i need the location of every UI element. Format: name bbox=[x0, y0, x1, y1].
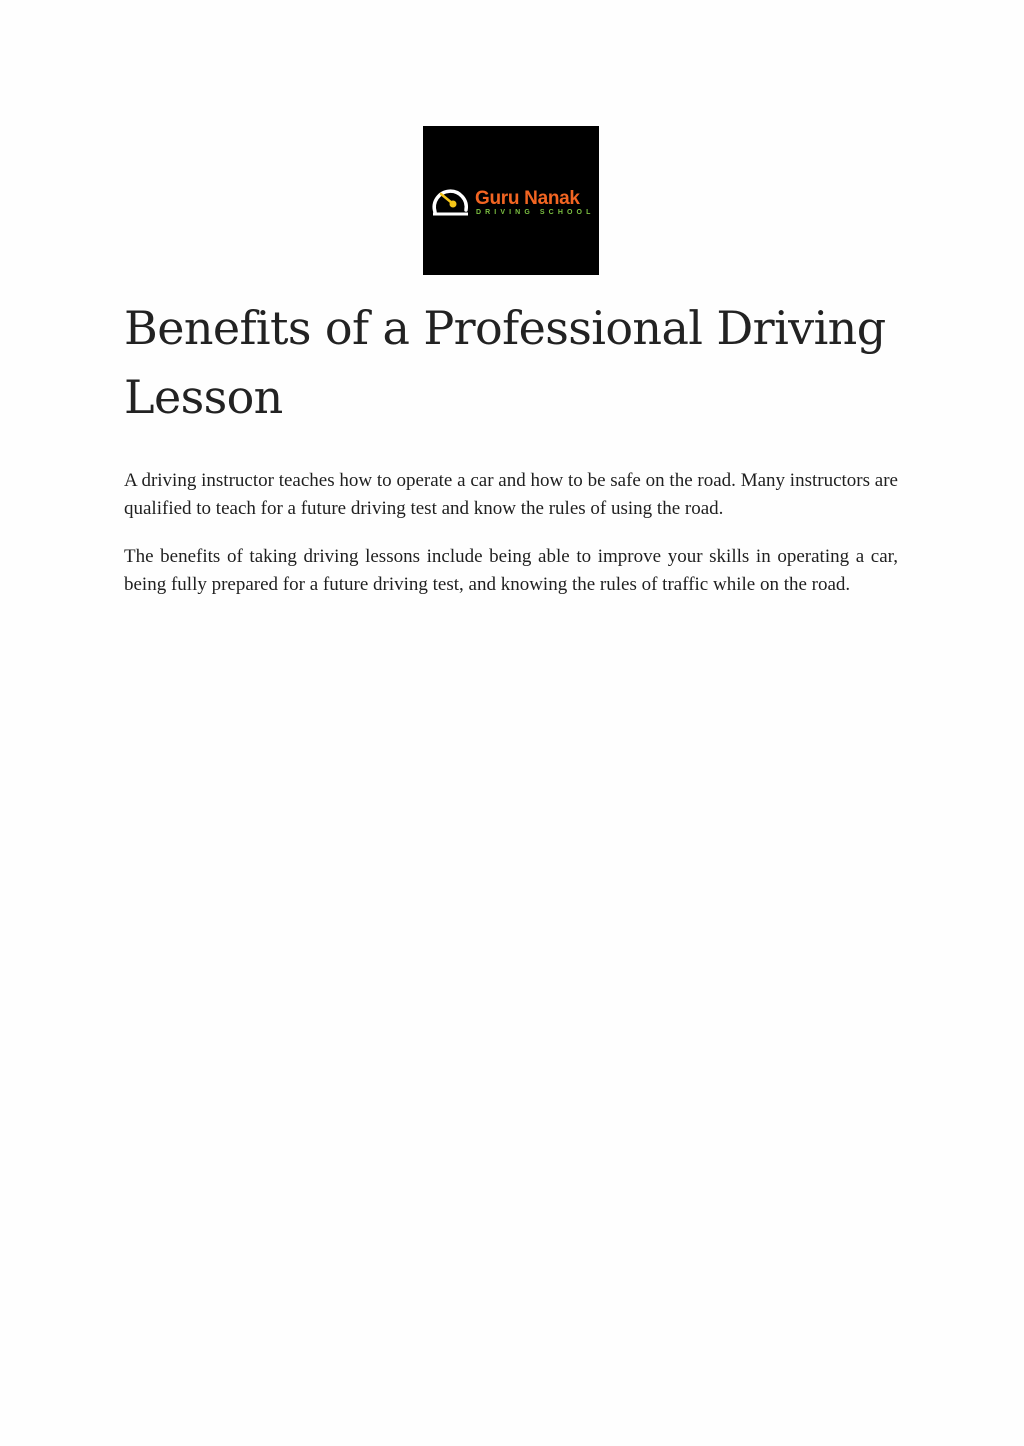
paragraph: A driving instructor teaches how to operate a car and how to be safe on the road. Many instructors are qualified to teach for a future driving test and know the rules of using the road. bbox=[124, 470, 898, 519]
brand-tagline: DRIVING SCHOOL bbox=[476, 209, 595, 216]
paragraph: The benefits of taking driving lessons include being able to improve your skills in operating a car, being fully prepared for a future driving test, and knowing the rules of traffic while on the road. bbox=[124, 546, 898, 595]
page-title: Benefits of a Professional Driving Lesson bbox=[124, 301, 886, 424]
brand-name: Guru Nanak bbox=[475, 188, 580, 209]
brand-logo bbox=[423, 126, 599, 275]
article-body bbox=[124, 467, 898, 619]
